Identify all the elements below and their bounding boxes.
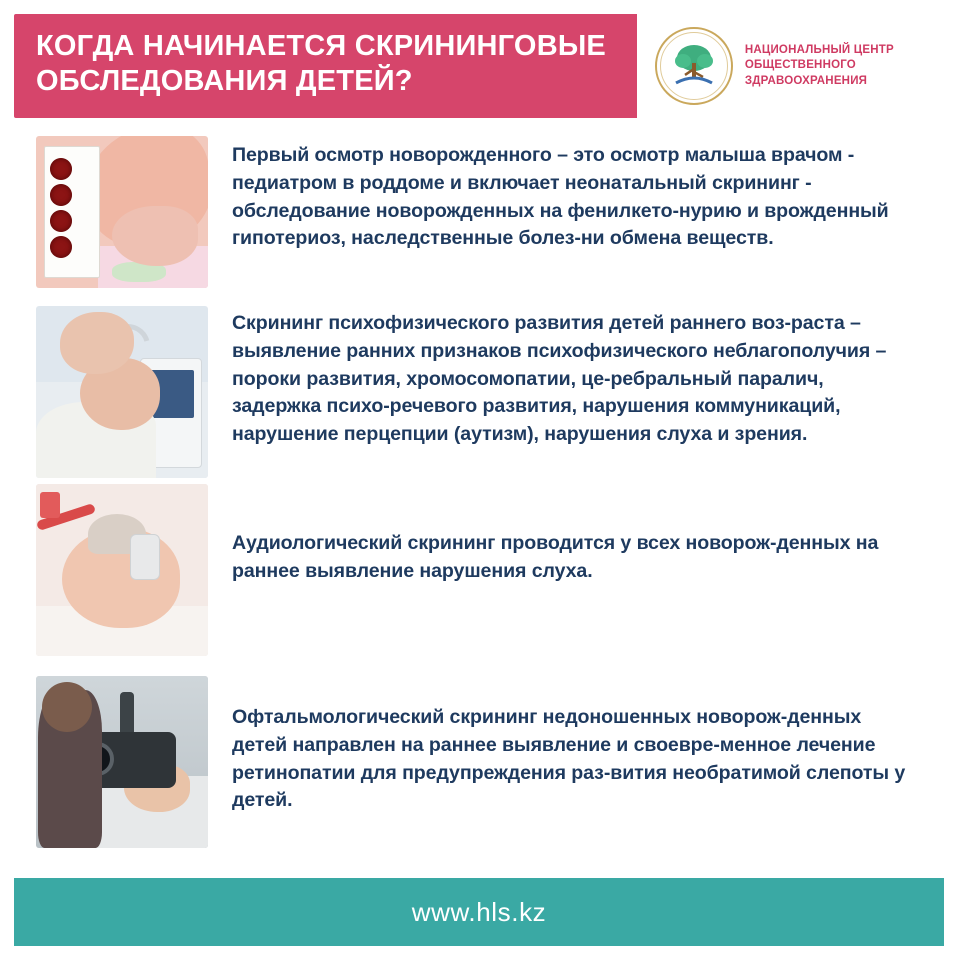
info-block-text: Скрининг психофизического развития детей раннего воз-раста – выявление ранних признаков психофизического неблагополучия – пороки развития, хромосомопатии, це-ребральный паралич, задержка психо-речевого развития, нарушения коммуникаций, нарушение перцепции (аутизм), нарушения слуха и зрения. <box>232 312 887 446</box>
header <box>14 14 944 118</box>
newborn-hearing-test-device-photo <box>36 306 208 478</box>
info-block <box>36 484 918 656</box>
organization-branding <box>637 14 944 118</box>
audiological-screening-infant-photo <box>36 484 208 656</box>
ophthalmological-screening-infant-photo <box>36 676 208 848</box>
tree-emblem-icon <box>655 27 733 105</box>
info-block-text: Офтальмологический скрининг недоношенных новорож-денных детей направлен на раннее выявление и своевре-менное лечение ретинопатии для предупреждения раз-вития необратимой слепоты у детей. <box>232 706 906 812</box>
header-band <box>14 14 637 118</box>
info-block <box>36 136 918 288</box>
content <box>14 118 944 878</box>
website-url[interactable]: www.hls.kz <box>411 896 547 927</box>
organization-name: НАЦИОНАЛЬНЫЙ ЦЕНТР ОБЩЕСТВЕННОГО ЗДРАВООХРАНЕНИЯ <box>744 43 894 87</box>
footer-band <box>14 878 944 946</box>
info-block-text: Первый осмотр новорожденного – это осмотр малыша врачом - педиатром в роддоме и включает неонатальный скрининг - обследование новорожденных на фенилкето-нурию и врожденный гипотериоз, наследственные болез-ни обмена веществ. <box>232 144 889 250</box>
newborn-blood-screening-card-photo <box>36 136 208 288</box>
info-block <box>36 306 918 478</box>
info-block-text: Аудиологический скрининг проводится у всех новорож-денных на раннее выявление нарушения слуха. <box>232 532 879 582</box>
info-block <box>36 676 918 848</box>
page-title: КОГДА НАЧИНАЕТСЯ СКРИНИНГОВЫЕ ОБСЛЕДОВАНИЯ ДЕТЕЙ? <box>36 29 606 97</box>
